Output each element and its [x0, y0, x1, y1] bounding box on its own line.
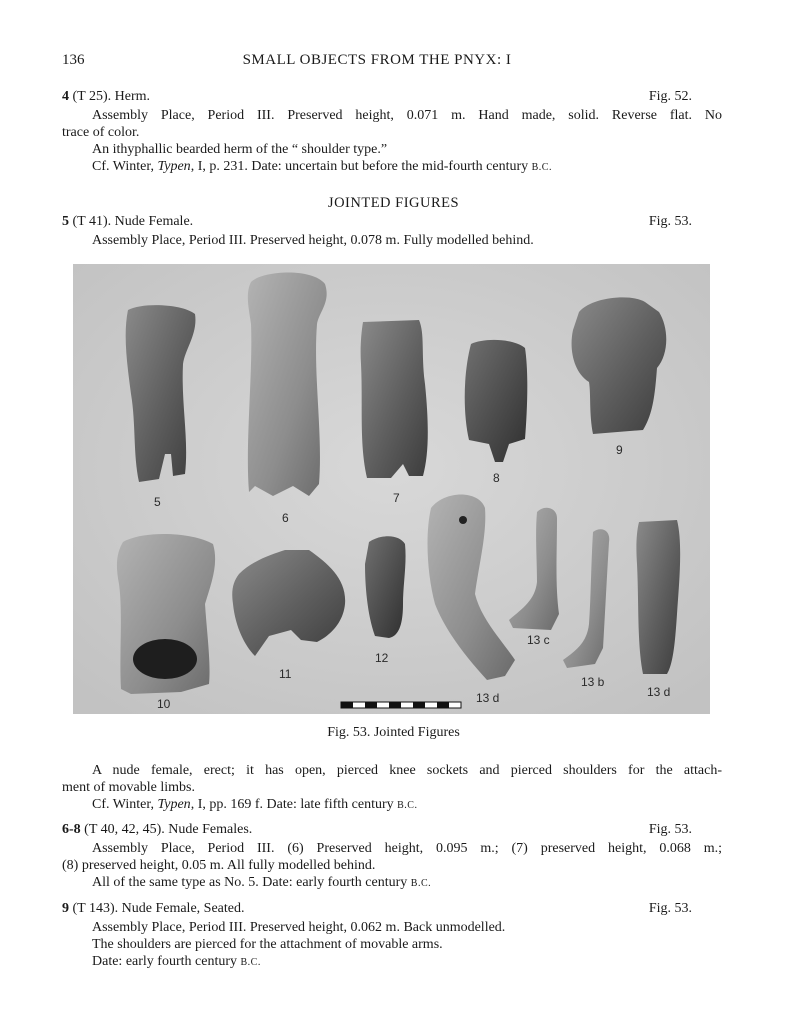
entry-title: Herm.	[111, 89, 151, 104]
era-abbreviation: B.C.	[531, 162, 552, 173]
figure-label-8: 8	[493, 471, 500, 485]
era-abbreviation: B.C.	[410, 878, 432, 889]
figurine-7	[361, 320, 428, 478]
figurine-12	[365, 536, 406, 638]
figurine-10-socket	[133, 639, 197, 679]
figurine-13d-hole	[459, 516, 467, 524]
text: All of the same type as No. 5. Date: early fourth century	[92, 875, 411, 890]
catalog-number: (T 41).	[69, 214, 112, 229]
era-abbreviation: B.C.	[240, 957, 261, 968]
entry-6-8-text-line	[92, 874, 431, 892]
italic-title: Typen	[157, 797, 191, 812]
entry-9-text-line: The shoulders are pierced for the attachment of movable arms.	[92, 937, 443, 952]
italic-title: Typen	[157, 159, 191, 174]
figure-label-13c: 13 c	[527, 633, 550, 647]
figurines-photograph	[73, 264, 710, 714]
figure-label-12: 12	[375, 651, 389, 665]
figure-label-7: 7	[393, 491, 400, 505]
text: , I, pp. 169 f. Date: late fifth century	[190, 797, 398, 812]
entry-4-reference-line	[92, 158, 552, 176]
figure-reference: Fig. 52.	[648, 89, 692, 104]
entry-number: 6-8	[62, 822, 81, 837]
entry-5-description-line: ment of movable limbs.	[62, 780, 195, 795]
scale-bar	[341, 702, 461, 708]
entry-number: 5	[62, 214, 69, 229]
entry-4-text-line: An ithyphallic bearded herm of the “ shoulder type.”	[92, 142, 388, 157]
figure-label-6: 6	[282, 511, 289, 525]
entry-title: Nude Female, Seated.	[118, 901, 245, 916]
entry-number: 9	[62, 901, 69, 916]
entry-5-description-line: A nude female, erect; it has open, pierced knee sockets and pierced shoulders for the attach-	[92, 763, 722, 778]
catalog-number: (T 143).	[69, 901, 119, 916]
text: Cf. Winter,	[92, 797, 158, 812]
figure-label-10: 10	[157, 697, 171, 711]
catalog-number: (T 25).	[69, 89, 112, 104]
figure-label-9: 9	[616, 443, 623, 457]
entry-9-heading	[62, 900, 692, 917]
entry-4-heading	[62, 88, 692, 105]
era-abbreviation: B.C.	[397, 800, 418, 811]
entry-5-reference-line	[92, 796, 417, 814]
entry-5-heading	[62, 213, 692, 230]
figure-label-13d-second: 13 d	[647, 685, 671, 699]
figure-reference: Fig. 53.	[648, 214, 692, 229]
figurine-6	[248, 273, 327, 497]
entry-9-text-line	[92, 953, 261, 971]
entry-title: Nude Females.	[164, 822, 253, 837]
entry-4-text-line: Assembly Place, Period III. Preserved height, 0.071 m. Hand made, solid. Reverse flat. No	[92, 108, 722, 123]
running-title: SMALL OBJECTS FROM THE PNYX: I	[242, 52, 512, 68]
entry-6-8-text-line: Assembly Place, Period III. (6) Preserved height, 0.095 m.; (7) preserved height, 0.068 m.;	[92, 841, 722, 856]
figure-label-13b: 13 b	[581, 675, 605, 689]
entry-4-text-line: trace of color.	[62, 125, 140, 140]
catalog-number: (T 40, 42, 45).	[80, 822, 165, 837]
text: Cf. Winter,	[92, 159, 158, 174]
figure-label-5: 5	[154, 495, 161, 509]
figure-label-11: 11	[279, 667, 292, 681]
entry-6-8-heading	[62, 821, 692, 838]
entry-9-text-line: Assembly Place, Period III. Preserved height, 0.062 m. Back unmodelled.	[92, 920, 506, 935]
figure-reference: Fig. 53.	[648, 901, 692, 916]
figure-reference: Fig. 53.	[648, 822, 692, 837]
entry-5-text-line: Assembly Place, Period III. Preserved height, 0.078 m. Fully modelled behind.	[92, 233, 534, 248]
text: Date: early fourth century	[92, 954, 241, 969]
figure-caption: Fig. 53. Jointed Figures	[327, 725, 460, 740]
entry-6-8-text-line: (8) preserved height, 0.05 m. All fully modelled behind.	[62, 858, 376, 873]
text: , I, p. 231. Date: uncertain but before the mid-fourth century	[190, 159, 532, 174]
figure-label-13d: 13 d	[476, 691, 500, 705]
page-number: 136	[62, 52, 85, 68]
entry-number: 4	[62, 89, 69, 104]
section-title: JOINTED FIGURES	[327, 195, 460, 211]
entry-title: Nude Female.	[111, 214, 194, 229]
